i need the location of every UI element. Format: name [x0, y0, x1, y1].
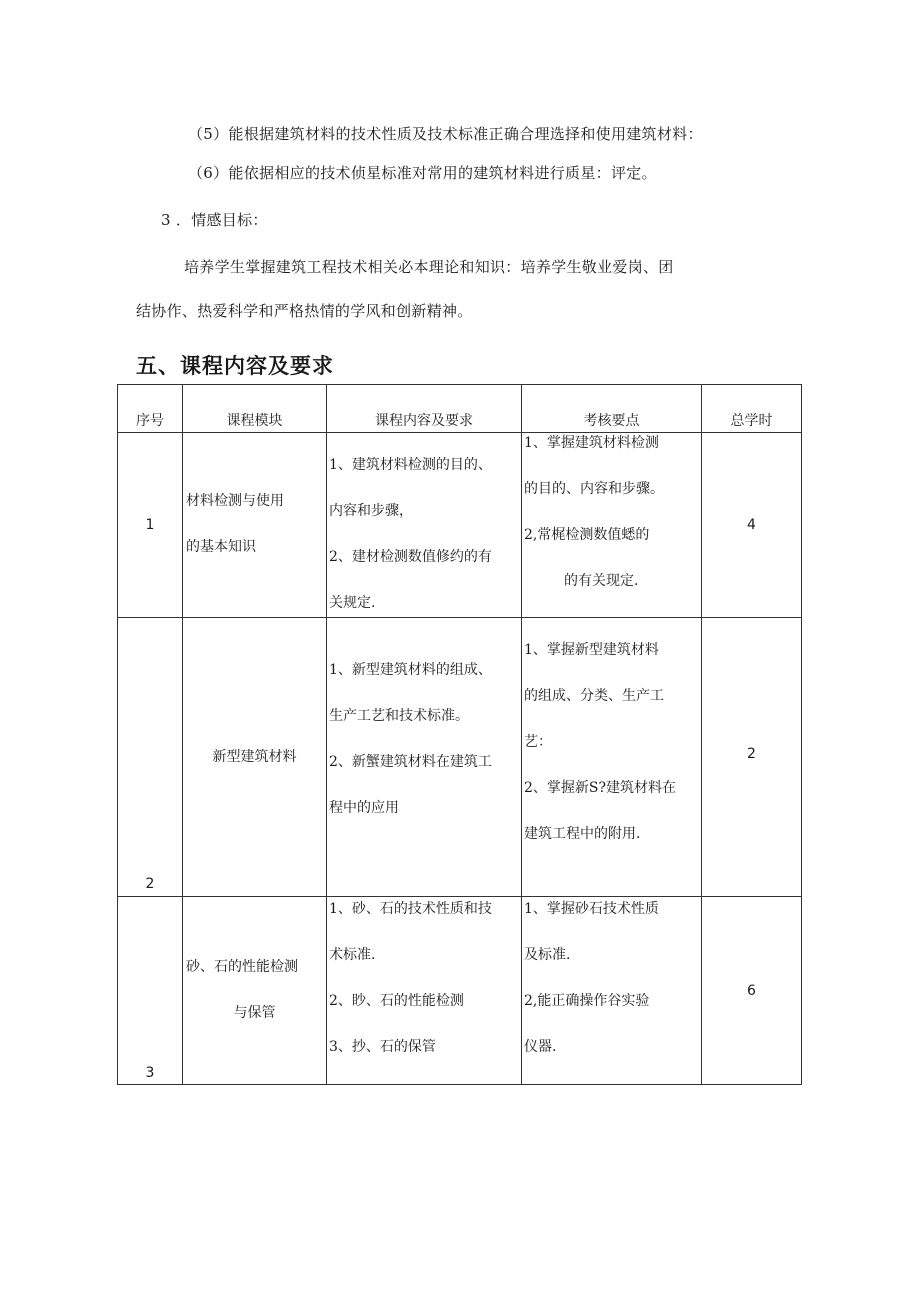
section-title: 五、课程内容及要求	[136, 354, 334, 378]
row-number: 3	[118, 897, 183, 1085]
header-no: 序号	[118, 385, 183, 433]
table-row	[118, 618, 802, 897]
objective-line-6: （6）能依据相应的技术侦星标准对常用的建筑材料进行质星：评定。	[188, 164, 657, 182]
course-content-table	[117, 384, 802, 1085]
row-module: 砂、石的性能检测 与保管	[183, 897, 327, 1085]
row-module: 新型建筑材料	[183, 618, 327, 897]
row-hours: 4	[702, 433, 802, 618]
row-assessment: 1、掌握建筑材料检测 的目的、内容和步骤。 2,常梶检测数值蟋的 的有关现定.	[522, 433, 702, 618]
row-hours: 6	[702, 897, 802, 1085]
row-assessment: 1、掌握砂石技术性质 及标准. 2,能正确操作谷实验 仪器.	[522, 897, 702, 1085]
emotional-goal-text-2: 结协作、热爱科学和严格热情的学风和创新精神。	[136, 302, 473, 320]
emotional-goal-text-1: 培养学生掌握建筑工程技术相关必本理论和知识：培养学生敬业爱岗、团	[184, 258, 674, 276]
row-content: 1、建筑材料检测的目的、 内容和步骤， 2、建材检测数值修约的有 关规定.	[327, 433, 522, 618]
header-hours: 总学时	[702, 385, 802, 433]
row-number: 2	[118, 618, 183, 897]
header-module: 课程模块	[183, 385, 327, 433]
table-row	[118, 897, 802, 1085]
row-number: 1	[118, 433, 183, 618]
table-row	[118, 433, 802, 618]
row-module: 材料检测与使用 的基本知识	[183, 433, 327, 618]
header-content: 课程内容及要求	[327, 385, 522, 433]
header-assessment: 考核要点	[522, 385, 702, 433]
row-hours: 2	[702, 618, 802, 897]
row-content: 1、新型建筑材料的组成、 生产工艺和技术标准。 2、新蟹建筑材料在建筑工 程中的应用	[327, 618, 522, 897]
objective-line-5: （5）能根据建筑材料的技术性质及技术标准正确合理选择和使用建筑材料：	[188, 125, 703, 143]
row-content: 1、砂、石的技术性质和技 术标准. 2、眇、石的性能检测 3、抄、石的保管	[327, 897, 522, 1085]
table-header-row	[118, 385, 802, 433]
emotional-goal-heading: 3 ．情感目标：	[161, 211, 268, 229]
row-assessment: 1、掌握新型建筑材料 的组成、分类、生产工 艺： 2、掌握新S?建筑材料在 建筑工程中的附用.	[522, 618, 702, 897]
